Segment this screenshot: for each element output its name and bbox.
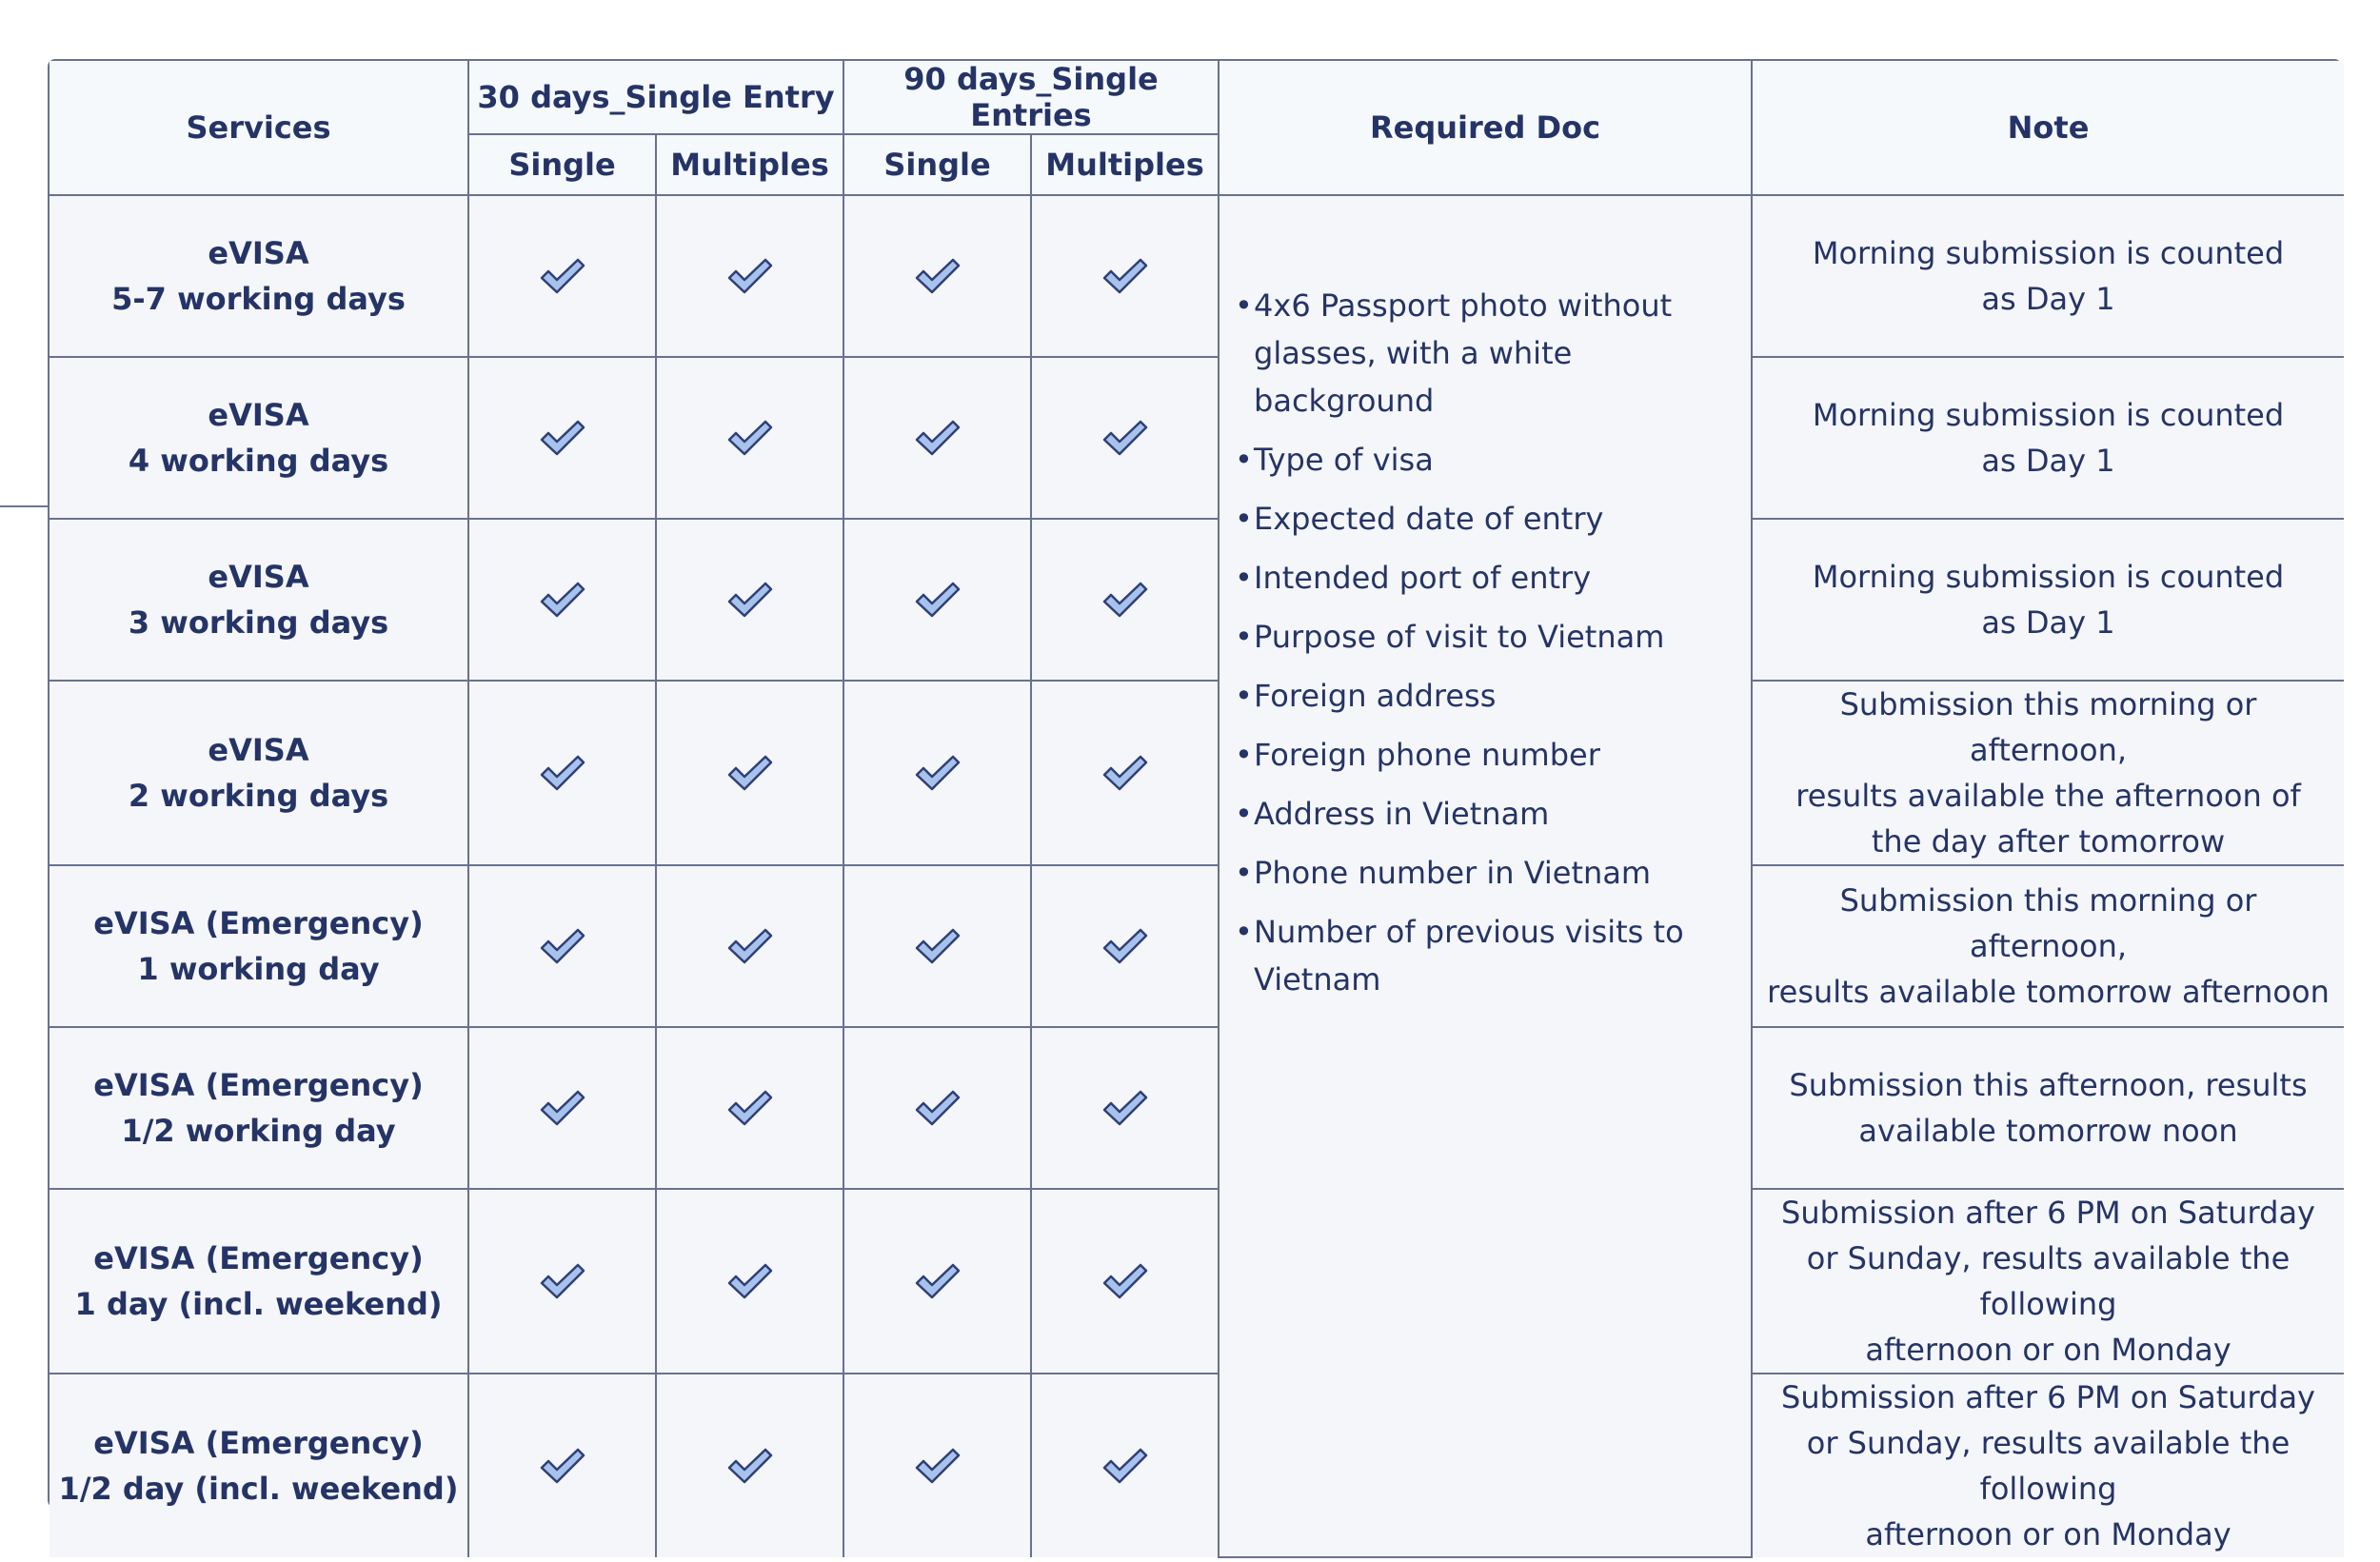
check-icon bbox=[1101, 927, 1149, 965]
service-duration: 5-7 working days bbox=[111, 281, 406, 317]
required-doc-item: • Type of visa bbox=[1235, 436, 1737, 484]
service-duration: 1/2 day (incl. weekend) bbox=[58, 1471, 459, 1507]
check-icon bbox=[914, 927, 962, 965]
availability-cell bbox=[468, 195, 656, 357]
service-cell bbox=[50, 865, 468, 1027]
check-icon bbox=[914, 754, 962, 792]
availability-cell bbox=[656, 1374, 843, 1557]
check-icon bbox=[726, 1089, 774, 1127]
required-doc-item: • Address in Vietnam bbox=[1235, 790, 1737, 838]
service-cell bbox=[50, 1374, 468, 1557]
note-line: as Day 1 bbox=[1981, 604, 2115, 641]
check-icon bbox=[539, 581, 586, 619]
check-icon bbox=[539, 754, 586, 792]
service-duration: 1 working day bbox=[137, 951, 380, 987]
header-30-days-single-entry: 30 days_Single Entry bbox=[468, 61, 843, 134]
service-name: eVISA (Emergency) bbox=[93, 905, 424, 941]
availability-cell bbox=[1031, 519, 1219, 681]
check-icon bbox=[726, 581, 774, 619]
note-line: available tomorrow noon bbox=[1858, 1113, 2238, 1149]
availability-cell bbox=[843, 519, 1031, 681]
availability-cell bbox=[1031, 195, 1219, 357]
check-icon bbox=[914, 1262, 962, 1300]
check-icon bbox=[914, 419, 962, 457]
check-icon bbox=[1101, 257, 1149, 295]
header-note: Note bbox=[1752, 61, 2344, 195]
check-icon bbox=[539, 1089, 586, 1127]
note-cell bbox=[1752, 1189, 2344, 1374]
required-doc-item: • Foreign phone number bbox=[1235, 731, 1737, 779]
note-cell bbox=[1752, 357, 2344, 519]
service-cell bbox=[50, 195, 468, 357]
header-90-days-single-entries: 90 days_Single Entries bbox=[843, 61, 1219, 134]
availability-cell bbox=[843, 1374, 1031, 1557]
check-icon bbox=[1101, 1262, 1149, 1300]
note-line: Morning submission is counted bbox=[1812, 397, 2285, 433]
check-icon bbox=[539, 1262, 586, 1300]
check-icon bbox=[539, 1447, 586, 1485]
check-icon bbox=[1101, 1089, 1149, 1127]
availability-cell bbox=[468, 865, 656, 1027]
note-cell bbox=[1752, 195, 2344, 357]
availability-cell bbox=[468, 681, 656, 865]
availability-cell bbox=[656, 1027, 843, 1189]
header-required-doc: Required Doc bbox=[1219, 61, 1752, 195]
availability-cell bbox=[656, 865, 843, 1027]
service-cell bbox=[50, 519, 468, 681]
table-row bbox=[50, 865, 2344, 1027]
note-line: results available the afternoon of bbox=[1795, 778, 2301, 814]
divider-line bbox=[0, 505, 50, 507]
service-duration: 1 day (incl. weekend) bbox=[74, 1286, 443, 1322]
service-duration: 1/2 working day bbox=[121, 1113, 396, 1149]
note-line: Morning submission is counted bbox=[1812, 235, 2285, 271]
check-icon bbox=[1101, 1447, 1149, 1485]
table-row bbox=[50, 357, 2344, 519]
service-name: eVISA bbox=[208, 235, 309, 271]
table-row bbox=[50, 519, 2344, 681]
visa-services-table bbox=[48, 59, 2342, 1552]
availability-cell bbox=[843, 1189, 1031, 1374]
required-doc-item: • Foreign address bbox=[1235, 672, 1737, 720]
required-doc-item: • 4x6 Passport photo without glasses, with a white background bbox=[1235, 282, 1737, 425]
note-line: afternoon or on Monday bbox=[1865, 1332, 2231, 1368]
availability-cell bbox=[656, 681, 843, 865]
availability-cell bbox=[656, 357, 843, 519]
service-name: eVISA (Emergency) bbox=[93, 1425, 424, 1461]
availability-cell bbox=[468, 1027, 656, 1189]
service-name: eVISA (Emergency) bbox=[93, 1240, 424, 1276]
availability-cell bbox=[1031, 1189, 1219, 1374]
note-line: Submission after 6 PM on Saturday bbox=[1781, 1379, 2315, 1415]
availability-cell bbox=[843, 865, 1031, 1027]
check-icon bbox=[726, 927, 774, 965]
note-cell bbox=[1752, 681, 2344, 865]
availability-cell bbox=[843, 681, 1031, 865]
note-line: Submission this morning or afternoon, bbox=[1839, 686, 2257, 768]
required-doc-item: • Phone number in Vietnam bbox=[1235, 849, 1737, 897]
table-row bbox=[50, 1374, 2344, 1557]
check-icon bbox=[726, 754, 774, 792]
note-line: afternoon or on Monday bbox=[1865, 1516, 2231, 1552]
note-line: Submission this morning or afternoon, bbox=[1839, 882, 2257, 964]
note-line: the day after tomorrow bbox=[1871, 823, 2226, 860]
note-line: results available tomorrow afternoon bbox=[1767, 974, 2330, 1010]
check-icon bbox=[726, 1262, 774, 1300]
note-line: or Sunday, results available the following bbox=[1806, 1425, 2291, 1507]
table-row bbox=[50, 1027, 2344, 1189]
service-cell bbox=[50, 357, 468, 519]
check-icon bbox=[914, 257, 962, 295]
check-icon bbox=[726, 257, 774, 295]
note-line: Morning submission is counted bbox=[1812, 559, 2285, 595]
note-cell bbox=[1752, 865, 2344, 1027]
check-icon bbox=[914, 1089, 962, 1127]
service-duration: 3 working days bbox=[128, 604, 389, 641]
availability-cell bbox=[468, 1374, 656, 1557]
note-cell bbox=[1752, 1027, 2344, 1189]
note-line: or Sunday, results available the following bbox=[1806, 1240, 2291, 1322]
check-icon bbox=[539, 257, 586, 295]
required-doc-item: • Purpose of visit to Vietnam bbox=[1235, 613, 1737, 661]
service-name: eVISA bbox=[208, 397, 309, 433]
required-doc-item: • Expected date of entry bbox=[1235, 495, 1737, 543]
note-line: as Day 1 bbox=[1981, 281, 2115, 317]
availability-cell bbox=[656, 519, 843, 681]
note-cell bbox=[1752, 519, 2344, 681]
availability-cell bbox=[1031, 1374, 1219, 1557]
header-single-30: Single bbox=[468, 134, 656, 195]
availability-cell bbox=[468, 519, 656, 681]
availability-cell bbox=[843, 195, 1031, 357]
availability-cell bbox=[468, 357, 656, 519]
check-icon bbox=[1101, 581, 1149, 619]
check-icon bbox=[726, 419, 774, 457]
service-cell bbox=[50, 1189, 468, 1374]
header-single-90: Single bbox=[843, 134, 1031, 195]
availability-cell bbox=[468, 1189, 656, 1374]
service-name: eVISA bbox=[208, 732, 309, 768]
service-name: eVISA bbox=[208, 559, 309, 595]
availability-cell bbox=[843, 357, 1031, 519]
table-row bbox=[50, 1189, 2344, 1374]
availability-cell bbox=[1031, 1027, 1219, 1189]
header-services: Services bbox=[50, 61, 468, 195]
availability-cell bbox=[1031, 681, 1219, 865]
check-icon bbox=[539, 927, 586, 965]
check-icon bbox=[914, 581, 962, 619]
header-multiples-90: Multiples bbox=[1031, 134, 1219, 195]
availability-cell bbox=[1031, 357, 1219, 519]
check-icon bbox=[1101, 419, 1149, 457]
note-line: Submission this afternoon, results bbox=[1789, 1067, 2308, 1103]
required-doc-item: • Intended port of entry bbox=[1235, 554, 1737, 602]
check-icon bbox=[726, 1447, 774, 1485]
availability-cell bbox=[843, 1027, 1031, 1189]
service-cell bbox=[50, 681, 468, 865]
availability-cell bbox=[656, 1189, 843, 1374]
note-line: Submission after 6 PM on Saturday bbox=[1781, 1195, 2315, 1231]
table-row bbox=[50, 195, 2344, 357]
availability-cell bbox=[656, 195, 843, 357]
service-duration: 4 working days bbox=[128, 443, 389, 479]
service-duration: 2 working days bbox=[128, 778, 389, 814]
note-cell bbox=[1752, 1374, 2344, 1557]
required-doc-list bbox=[1219, 195, 1752, 1557]
service-cell bbox=[50, 1027, 468, 1189]
check-icon bbox=[539, 419, 586, 457]
required-doc-item: • Number of previous visits to Vietnam bbox=[1235, 908, 1737, 1003]
check-icon bbox=[914, 1447, 962, 1485]
availability-cell bbox=[1031, 865, 1219, 1027]
check-icon bbox=[1101, 754, 1149, 792]
header-multiples-30: Multiples bbox=[656, 134, 843, 195]
table-row bbox=[50, 681, 2344, 865]
service-name: eVISA (Emergency) bbox=[93, 1067, 424, 1103]
note-line: as Day 1 bbox=[1981, 443, 2115, 479]
